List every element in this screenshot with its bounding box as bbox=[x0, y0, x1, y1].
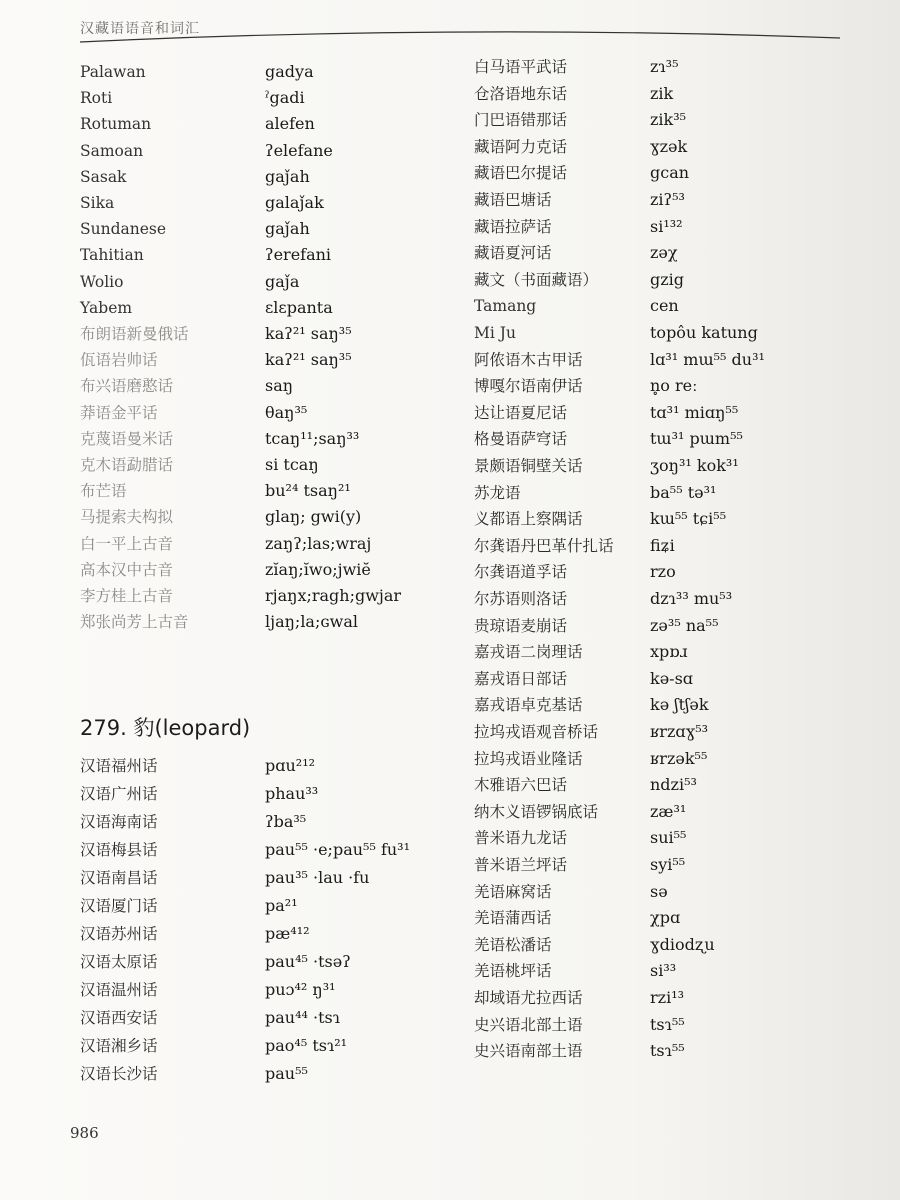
entry-row bbox=[80, 1064, 440, 1092]
form-value: n̥o reː bbox=[650, 376, 698, 396]
left-column-bottom bbox=[80, 756, 440, 1096]
language-label: 汉语太原话 bbox=[80, 953, 158, 971]
entry-row bbox=[80, 167, 440, 193]
form-value: gaǰa bbox=[265, 271, 300, 291]
language-label: 克蔑语曼米话 bbox=[80, 429, 174, 448]
entry-row bbox=[474, 961, 874, 988]
language-label: 汉语长沙话 bbox=[80, 1065, 158, 1083]
form-value: kaʔ²¹ saŋ³⁵ bbox=[265, 324, 352, 343]
entry-row bbox=[474, 935, 874, 962]
form-value: sui⁵⁵ bbox=[650, 828, 687, 848]
entry-row bbox=[474, 749, 874, 776]
form-value: sə bbox=[650, 881, 668, 901]
entry-row bbox=[474, 642, 874, 669]
entry-row bbox=[474, 722, 874, 749]
form-value: alefen bbox=[265, 114, 315, 134]
entry-row bbox=[80, 534, 440, 560]
entry-row bbox=[474, 163, 874, 190]
entry-row bbox=[474, 509, 874, 536]
entry-row bbox=[474, 323, 874, 350]
language-label: 羌语桃坪话 bbox=[474, 962, 552, 981]
form-value: ʔerefani bbox=[265, 245, 332, 265]
language-label: 达让语夏尼话 bbox=[474, 403, 568, 422]
entry-row bbox=[80, 612, 440, 638]
header-rule bbox=[80, 28, 840, 44]
entry-row bbox=[474, 296, 874, 323]
entry-row bbox=[80, 114, 440, 140]
language-label: 普米语九龙话 bbox=[474, 829, 568, 848]
form-value: gzig bbox=[650, 269, 685, 289]
entry-row bbox=[80, 88, 440, 114]
form-value: kə-sɑ bbox=[650, 668, 694, 688]
entry-row bbox=[80, 376, 440, 402]
language-label: Sundanese bbox=[80, 220, 167, 239]
entry-row bbox=[474, 828, 874, 855]
language-label: Palawan bbox=[80, 63, 146, 81]
form-value: xpɒɹ bbox=[650, 642, 688, 662]
language-label: 高本汉中古音 bbox=[80, 560, 174, 579]
entry-row bbox=[474, 217, 874, 244]
form-value: zĭaŋ;ĭwo;jwiĕ bbox=[265, 559, 371, 579]
language-label: 拉坞戎语观音桥话 bbox=[474, 723, 599, 741]
form-value: ɛlɛpanta bbox=[265, 297, 333, 317]
entry-row bbox=[474, 403, 874, 430]
entry-row bbox=[474, 110, 874, 137]
entry-row bbox=[474, 802, 874, 829]
language-label: Sasak bbox=[80, 167, 127, 186]
language-label: 佤语岩帅话 bbox=[80, 351, 158, 370]
entry-row bbox=[80, 141, 440, 167]
form-value: zə³⁵ na⁵⁵ bbox=[650, 615, 719, 635]
entry-row bbox=[80, 952, 440, 980]
entry-row bbox=[474, 190, 874, 217]
entry-row bbox=[474, 669, 874, 696]
language-label: 藏语阿力克话 bbox=[474, 137, 568, 156]
language-label: 汉语西安话 bbox=[80, 1009, 158, 1027]
language-label: 布朗语新曼俄话 bbox=[80, 325, 189, 343]
language-label: 白马语平武话 bbox=[474, 58, 568, 76]
entry-row bbox=[80, 455, 440, 481]
entry-row bbox=[474, 350, 874, 377]
form-value: ʁrzɑɣ⁵³ bbox=[650, 722, 709, 741]
entry-row bbox=[474, 456, 874, 483]
entry-row bbox=[474, 775, 874, 802]
form-value: si¹³² bbox=[650, 216, 683, 236]
language-label: 藏语拉萨话 bbox=[474, 217, 552, 236]
form-value: ɣzək bbox=[650, 136, 688, 156]
language-label: 汉语福州话 bbox=[80, 757, 158, 775]
form-value: gcan bbox=[650, 163, 690, 183]
language-label: 汉语广州话 bbox=[80, 785, 158, 803]
language-label: 门巴语错那话 bbox=[474, 111, 568, 130]
language-label: Tahitian bbox=[80, 246, 144, 265]
entry-row bbox=[80, 1036, 440, 1064]
entry-row bbox=[474, 695, 874, 722]
form-value: kə ʃtʃək bbox=[650, 695, 709, 715]
entry-row bbox=[80, 298, 440, 324]
form-value: pau⁵⁵ bbox=[265, 1064, 308, 1083]
language-label: 拉坞戎语业隆话 bbox=[474, 749, 583, 768]
language-label: 史兴语北部土语 bbox=[474, 1015, 583, 1034]
language-label: 李方桂上古音 bbox=[80, 587, 174, 605]
language-label: 阿侬语木古甲话 bbox=[474, 350, 583, 369]
form-value: pau⁴⁴ ·tsɿ bbox=[265, 1008, 340, 1027]
form-value: topôu katung bbox=[650, 323, 758, 342]
entry-row bbox=[80, 812, 440, 840]
form-value: ljaŋ;la;ɢwal bbox=[265, 612, 358, 632]
entry-row bbox=[80, 924, 440, 952]
form-value: pau⁵⁵ ·e;pau⁵⁵ fu³¹ bbox=[265, 840, 410, 859]
entry-row bbox=[474, 483, 874, 510]
form-value: ndzi⁵³ bbox=[650, 775, 697, 795]
language-label: 羌语蒲西话 bbox=[474, 909, 552, 928]
language-label: 嘉戎语日部话 bbox=[474, 669, 568, 688]
language-label: 尔苏语则洛话 bbox=[474, 590, 568, 608]
form-value: ba⁵⁵ tə³¹ bbox=[650, 482, 717, 502]
language-label: 尔龚语道孚话 bbox=[474, 563, 568, 582]
form-value: glaŋ; gwi(y) bbox=[265, 507, 362, 527]
form-value: phau³³ bbox=[265, 784, 319, 803]
form-value: pao⁴⁵ tsɿ²¹ bbox=[265, 1036, 348, 1055]
form-value: tɯ³¹ pɯm⁵⁵ bbox=[650, 429, 743, 449]
entry-row bbox=[80, 840, 440, 868]
form-value: ˀgadi bbox=[265, 88, 305, 108]
language-label: Roti bbox=[80, 89, 113, 108]
form-value: pæ⁴¹² bbox=[265, 924, 310, 943]
form-value: gadya bbox=[265, 62, 314, 81]
entry-row bbox=[80, 784, 440, 812]
form-value: ʁrzək⁵⁵ bbox=[650, 748, 708, 768]
entry-row bbox=[474, 1041, 874, 1068]
language-label: 汉语温州话 bbox=[80, 981, 158, 999]
language-label: 汉语南昌话 bbox=[80, 869, 158, 887]
form-value: si tcaŋ bbox=[265, 455, 319, 474]
form-value: pau⁴⁵ ·tsəʔ bbox=[265, 952, 351, 971]
entry-row bbox=[474, 1015, 874, 1042]
form-value: galaǰak bbox=[265, 193, 324, 212]
entry-row bbox=[80, 350, 440, 376]
language-label: 博嘎尔语南伊话 bbox=[474, 377, 583, 396]
form-value: rjaŋx;ragh;gwjar bbox=[265, 586, 402, 605]
form-value: tsɿ⁵⁵ bbox=[650, 1014, 685, 1034]
language-label: 藏文（书面藏语） bbox=[474, 270, 599, 289]
form-value: cen bbox=[650, 296, 679, 316]
form-value: ziʔ⁵³ bbox=[650, 190, 685, 209]
form-value: puɔ⁴² ŋ³¹ bbox=[265, 980, 336, 999]
form-value: fiʑi bbox=[650, 535, 675, 555]
entry-row bbox=[80, 245, 440, 271]
language-label: 白一平上古音 bbox=[80, 534, 174, 553]
form-value: rzi¹³ bbox=[650, 988, 685, 1007]
form-value: gaǰah bbox=[265, 166, 310, 186]
form-value: ʔelefane bbox=[265, 140, 333, 160]
language-label: 藏语夏河话 bbox=[474, 244, 552, 263]
entry-row bbox=[474, 908, 874, 935]
language-label: 布兴语磨憨话 bbox=[80, 377, 174, 396]
language-label: 藏语巴尔提话 bbox=[474, 164, 568, 183]
language-label: Tamang bbox=[474, 297, 537, 316]
form-value: zəχ bbox=[650, 243, 678, 263]
form-value: kaʔ²¹ saŋ³⁵ bbox=[265, 350, 352, 370]
form-value: rzo bbox=[650, 562, 676, 582]
form-value: tɑ³¹ miɑŋ⁵⁵ bbox=[650, 402, 739, 422]
entry-row bbox=[80, 868, 440, 896]
language-label: 仓洛语地东话 bbox=[474, 84, 568, 103]
entry-row bbox=[80, 980, 440, 1008]
language-label: 汉语湘乡话 bbox=[80, 1037, 158, 1055]
entry-row bbox=[80, 586, 440, 612]
language-label: 木雅语六巴话 bbox=[474, 776, 568, 795]
entry-row bbox=[474, 137, 874, 164]
form-value: zɿ³⁵ bbox=[650, 57, 679, 76]
language-label: 纳木义语锣锅底话 bbox=[474, 802, 599, 821]
language-label: 莽语金平话 bbox=[80, 403, 158, 422]
form-value: ʔba³⁵ bbox=[265, 812, 307, 831]
entry-row bbox=[80, 62, 440, 88]
language-label: 汉语梅县话 bbox=[80, 841, 158, 859]
entry-row bbox=[474, 536, 874, 563]
language-label: 格曼语萨穹话 bbox=[474, 430, 568, 449]
entry-row bbox=[80, 272, 440, 298]
form-value: tsɿ⁵⁵ bbox=[650, 1041, 685, 1061]
form-value: si³³ bbox=[650, 961, 677, 981]
section-number: 279. bbox=[80, 716, 127, 740]
language-label: 嘉戎语二岗理话 bbox=[474, 643, 583, 662]
entry-row bbox=[80, 560, 440, 586]
entry-row bbox=[474, 243, 874, 270]
language-label: 汉语海南话 bbox=[80, 813, 158, 831]
left-column-top bbox=[80, 62, 440, 662]
entry-row bbox=[80, 403, 440, 429]
entry-row bbox=[474, 562, 874, 589]
language-label: 义都语上察隅话 bbox=[474, 510, 583, 529]
language-label: 布芒语 bbox=[80, 482, 127, 501]
entry-row bbox=[80, 507, 440, 533]
entry-row bbox=[474, 855, 874, 882]
form-value: ɣdiodʐu bbox=[650, 934, 715, 954]
entry-row bbox=[80, 481, 440, 507]
form-value: dzɿ³³ mu⁵³ bbox=[650, 589, 733, 608]
language-label: Sika bbox=[80, 194, 115, 212]
language-label: 苏龙语 bbox=[474, 483, 521, 502]
language-label: 马提索夫构拟 bbox=[80, 508, 174, 527]
language-label: 郑张尚芳上古音 bbox=[80, 613, 189, 632]
entry-row bbox=[474, 429, 874, 456]
form-value: zaŋʔ;las;wraj bbox=[265, 533, 372, 553]
language-label: 贵琼语麦崩话 bbox=[474, 616, 568, 635]
form-value: syi⁵⁵ bbox=[650, 855, 686, 874]
form-value: pɑu²¹² bbox=[265, 756, 316, 775]
language-label: Rotuman bbox=[80, 115, 152, 134]
entry-row bbox=[80, 1008, 440, 1036]
entry-row bbox=[80, 193, 440, 219]
page-number: 986 bbox=[70, 1124, 99, 1142]
entry-row bbox=[80, 896, 440, 924]
form-value: pa²¹ bbox=[265, 896, 298, 915]
language-label: 却域语尤拉西话 bbox=[474, 989, 583, 1007]
entry-row bbox=[474, 589, 874, 616]
form-value: saŋ bbox=[265, 376, 294, 396]
form-value: zik bbox=[650, 83, 674, 103]
language-label: 克木语勐腊话 bbox=[80, 456, 174, 474]
entry-row bbox=[80, 756, 440, 784]
form-value: bu²⁴ tsaŋ²¹ bbox=[265, 481, 351, 501]
entry-row bbox=[80, 324, 440, 350]
entry-row bbox=[474, 84, 874, 111]
entry-row bbox=[474, 57, 874, 84]
form-value: tcaŋ¹¹;saŋ³³ bbox=[265, 428, 360, 448]
entry-row bbox=[474, 376, 874, 403]
section-heading bbox=[80, 712, 250, 742]
language-label: 景颇语铜壁关话 bbox=[474, 457, 583, 475]
form-value: kɯ⁵⁵ tɕi⁵⁵ bbox=[650, 509, 727, 529]
entry-row bbox=[474, 616, 874, 643]
entry-row bbox=[80, 219, 440, 245]
form-value: χpɑ bbox=[650, 908, 681, 928]
form-value: ʒoŋ³¹ kok³¹ bbox=[650, 456, 739, 475]
language-label: 史兴语南部土语 bbox=[474, 1042, 583, 1061]
form-value: pau³⁵ ·lau ·fu bbox=[265, 868, 370, 887]
language-label: 汉语苏州话 bbox=[80, 925, 158, 943]
language-label: 羌语麻窝话 bbox=[474, 882, 552, 901]
language-label: Wolio bbox=[80, 272, 124, 291]
language-label: Yabem bbox=[80, 298, 133, 317]
form-value: gaǰah bbox=[265, 219, 310, 239]
language-label: Mi Ju bbox=[474, 324, 516, 342]
language-label: 藏语巴塘话 bbox=[474, 191, 552, 209]
right-column bbox=[474, 57, 874, 1097]
language-label: 嘉戎语卓克基话 bbox=[474, 696, 583, 715]
form-value: θaŋ³⁵ bbox=[265, 402, 308, 422]
form-value: zik³⁵ bbox=[650, 110, 687, 130]
language-label: 尔龚语丹巴革什扎话 bbox=[474, 536, 614, 555]
language-label: 汉语厦门话 bbox=[80, 897, 158, 915]
running-header-title: 汉藏语语音和词汇 bbox=[80, 21, 200, 37]
form-value: lɑ³¹ mɯ⁵⁵ du³¹ bbox=[650, 349, 765, 369]
entry-row bbox=[474, 882, 874, 909]
section-title: 豹(leopard) bbox=[133, 716, 251, 740]
entry-row bbox=[80, 429, 440, 455]
language-label: 羌语松潘话 bbox=[474, 935, 552, 954]
entry-row bbox=[474, 270, 874, 297]
form-value: zæ³¹ bbox=[650, 801, 687, 821]
language-label: Samoan bbox=[80, 141, 144, 160]
entry-row bbox=[474, 988, 874, 1015]
language-label: 普米语兰坪话 bbox=[474, 856, 568, 874]
